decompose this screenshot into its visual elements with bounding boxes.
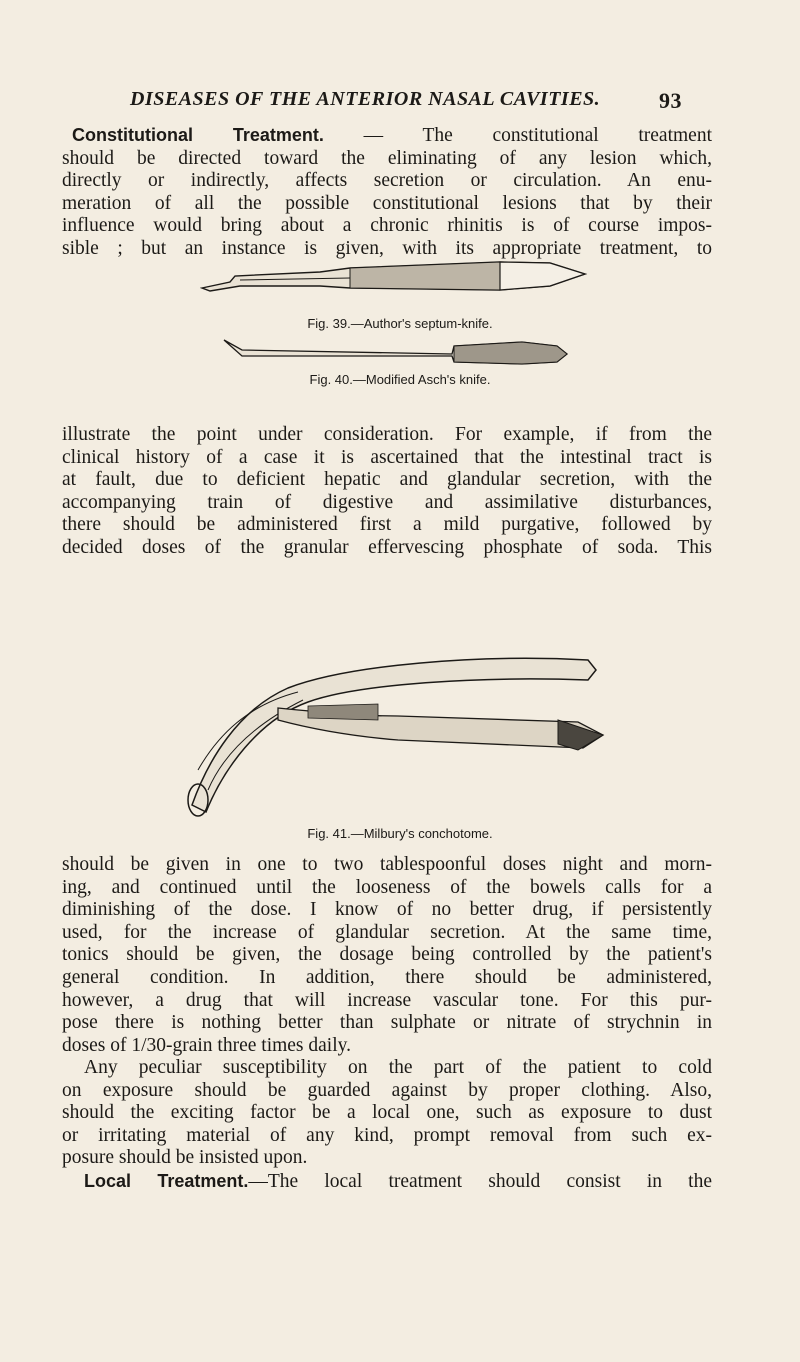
text-line: at fault, due to deficient hepatic and glandular secretion, with the	[62, 469, 712, 491]
text-line: accompanying train of digestive and assimilative disturbances,	[62, 491, 712, 513]
text-line: ing, and continued until the looseness of the bowels calls for a	[62, 876, 712, 898]
text-line: on exposure should be guarded against by proper clothing. Also,	[62, 1079, 712, 1101]
figure-41-caption: Fig. 41.—Milbury's conchotome.	[307, 826, 493, 841]
conchotome-illustration	[178, 640, 618, 820]
text-line: meration of all the possible constitutional lesions that by their	[62, 192, 712, 214]
text-line: should be directed toward the eliminating of any lesion which,	[62, 147, 712, 169]
text-line: sible ; but an instance is given, with its appropriate treatment, to	[62, 237, 712, 259]
text-line: doses of 1/30-grain three times daily.	[62, 1034, 351, 1056]
text-line: decided doses of the granular effervescing phosphate of soda. This	[62, 536, 712, 558]
text-line: directly or indirectly, affects secretion or circulation. An enu-	[62, 170, 712, 192]
paragraph-susceptibility	[62, 1057, 712, 1170]
text-line: tonics should be given, the dosage being controlled by the patient's	[62, 944, 712, 966]
text-line: there should be administered first a mild purgative, followed by	[62, 514, 712, 536]
figure-40-caption: Fig. 40.—Modified Asch's knife.	[309, 372, 491, 387]
paragraph-dosage	[62, 854, 712, 1057]
text-line: however, a drug that will increase vascular tone. For this pur-	[62, 989, 712, 1011]
text-line: should the exciting factor be a local one, such as exposure to dust	[62, 1102, 712, 1124]
text-line: Local Treatment.—The local treatment should consist in the	[84, 1171, 712, 1192]
paragraph-illustration-example	[62, 424, 712, 560]
text-line: or irritating material of any kind, prompt removal from such ex-	[62, 1124, 712, 1146]
running-title: DISEASES OF THE ANTERIOR NASAL CAVITIES.	[130, 88, 601, 110]
paragraph-local-treatment	[62, 1170, 712, 1194]
text-line: used, for the increase of glandular secretion. At the same time,	[62, 921, 712, 943]
figure-39-caption: Fig. 39.—Author's septum-knife.	[307, 316, 493, 331]
text-line: posure should be insisted upon.	[62, 1147, 308, 1169]
septum-knife-illustration	[200, 258, 590, 296]
asch-knife-illustration	[222, 336, 572, 368]
run-in-heading: Local Treatment.	[84, 1171, 249, 1191]
text-line: clinical history of a case it is ascertained that the intestinal tract is	[62, 446, 712, 468]
page-number: 93	[659, 88, 682, 113]
run-in-heading: Constitutional Treatment.	[72, 125, 324, 145]
text-line: should be given in one to two tablespoonful doses night and morn-	[62, 854, 712, 875]
text-line: diminishing of the dose. I know of no better drug, if persistently	[62, 899, 712, 921]
text-line: influence would bring about a chronic rhinitis is of course impos-	[62, 215, 712, 237]
paragraph-constitutional-treatment	[62, 124, 712, 261]
text-line: general condition. In addition, there should be administered,	[62, 966, 712, 988]
text-line: Any peculiar susceptibility on the part of the patient to cold	[84, 1057, 712, 1078]
text-line: pose there is nothing better than sulphate or nitrate of strychnin in	[62, 1012, 712, 1034]
text-line: Constitutional Treatment. — The constitutional treatment	[72, 125, 712, 146]
text-line: illustrate the point under consideration. For example, if from the	[62, 424, 712, 445]
